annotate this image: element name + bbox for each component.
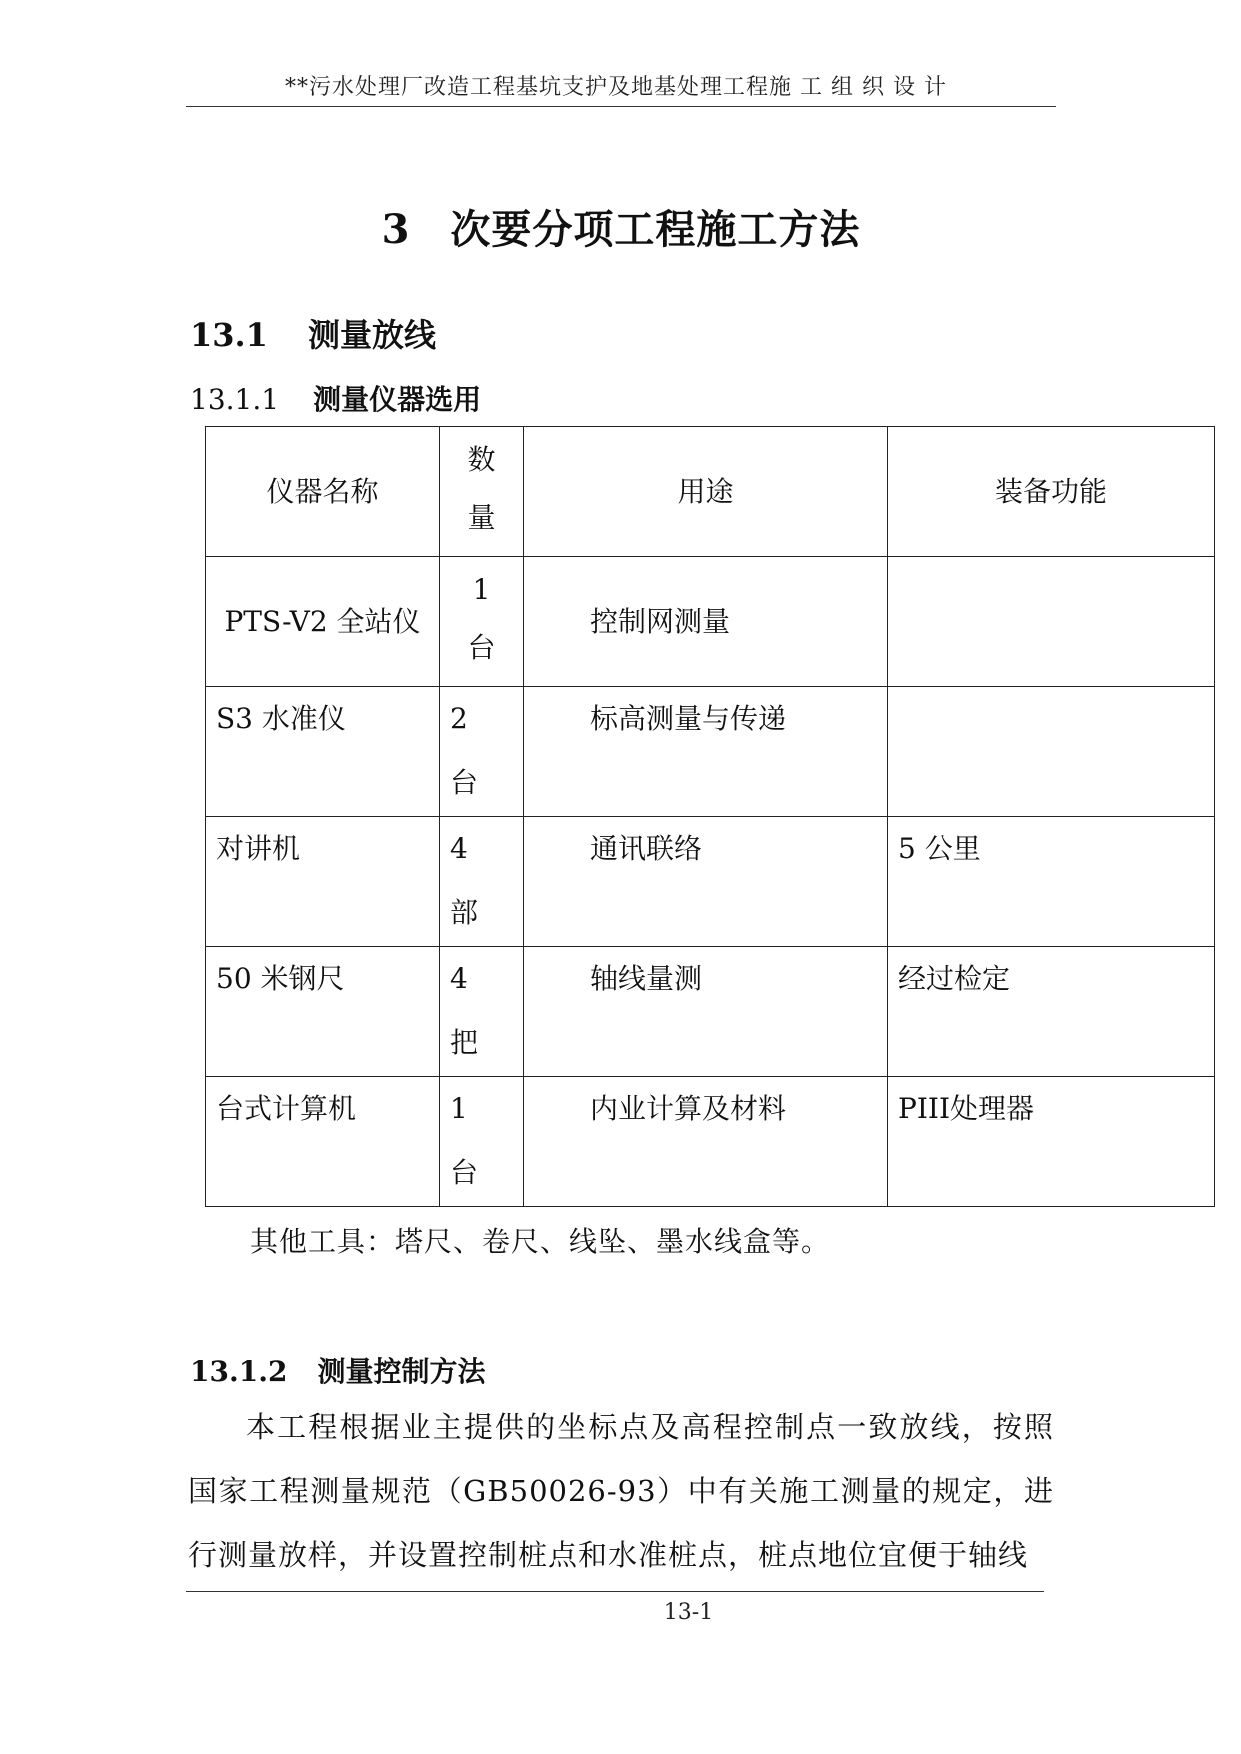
header-cell-name: 仪器名称 — [206, 427, 440, 557]
table-row — [206, 687, 1215, 817]
section-number: 13.1 — [190, 316, 268, 354]
running-header: **污水处理厂改造工程基坑支护及地基处理工程施 工 组 织 设 计 — [285, 75, 947, 100]
table-header-row — [206, 427, 1215, 557]
header-cell-function: 装备功能 — [888, 427, 1215, 557]
page-number: 13-1 — [663, 1600, 714, 1625]
footer-rule — [186, 1591, 1044, 1592]
header-cell-use: 用途 — [524, 427, 888, 557]
table-row — [206, 557, 1215, 687]
table-row — [206, 817, 1215, 947]
subsection-1-number: 13.1.1 — [190, 383, 280, 416]
table-cell-qty — [440, 947, 524, 1077]
qty-text: 2台 — [450, 702, 479, 799]
qty-text: 1台 — [467, 573, 496, 664]
qty-text: 4把 — [450, 962, 479, 1059]
table-cell-name: S3 水准仪 — [206, 687, 440, 817]
header-rule — [186, 106, 1056, 107]
chapter-title-text: 次要分项工程施工方法 — [450, 206, 861, 253]
table-row — [206, 947, 1215, 1077]
table-cell-use: 轴线量测 — [524, 947, 888, 1077]
qty-text: 1台 — [450, 1092, 479, 1189]
table-cell-name: 50 米钢尺 — [206, 947, 440, 1077]
other-tools-text: 其他工具：塔尺、卷尺、线坠、墨水线盒等。 — [250, 1225, 831, 1258]
chapter-number: 3 — [381, 206, 411, 253]
subsection-heading-1 — [190, 378, 481, 418]
section-title: 测量放线 — [307, 316, 436, 354]
table-cell-use: 内业计算及材料 — [524, 1077, 888, 1207]
instrument-table — [205, 426, 1215, 1207]
table-cell-function — [888, 687, 1215, 817]
header-cell-qty — [440, 427, 524, 557]
subsection-1-title: 测量仪器选用 — [313, 383, 482, 416]
table-cell-qty — [440, 817, 524, 947]
table-cell-use: 控制网测量 — [524, 557, 888, 687]
table-cell-function: 5 公里 — [888, 817, 1215, 947]
table-cell-name: 台式计算机 — [206, 1077, 440, 1207]
table-cell-function: PIII处理器 — [888, 1077, 1215, 1207]
table-cell-name: 对讲机 — [206, 817, 440, 947]
table-cell-use: 标高测量与传递 — [524, 687, 888, 817]
chapter-title — [186, 198, 1056, 255]
table-cell-function: 经过检定 — [888, 947, 1215, 1077]
table-cell-qty — [440, 557, 524, 687]
table-row — [206, 1077, 1215, 1207]
section-heading — [190, 310, 436, 356]
subsection-2-number: 13.1.2 — [190, 1355, 288, 1388]
subsection-heading-2 — [190, 1350, 485, 1390]
table-cell-use: 通讯联络 — [524, 817, 888, 947]
table-cell-qty — [440, 1077, 524, 1207]
header-qty-text: 数量 — [467, 443, 496, 534]
subsection-2-title: 测量控制方法 — [317, 1355, 486, 1388]
body-paragraph: 本工程根据业主提供的坐标点及高程控制点一致放线，按照国家工程测量规范（GB50026-93）中有关施工测量的规定，进行测量放样，并设置控制桩点和水准桩点，桩点地位宜便于轴线 — [188, 1410, 1054, 1572]
table-cell-qty — [440, 687, 524, 817]
table-cell-function — [888, 557, 1215, 687]
qty-text: 4部 — [450, 832, 479, 929]
table-cell-name: PTS-V2 全站仪 — [206, 557, 440, 687]
